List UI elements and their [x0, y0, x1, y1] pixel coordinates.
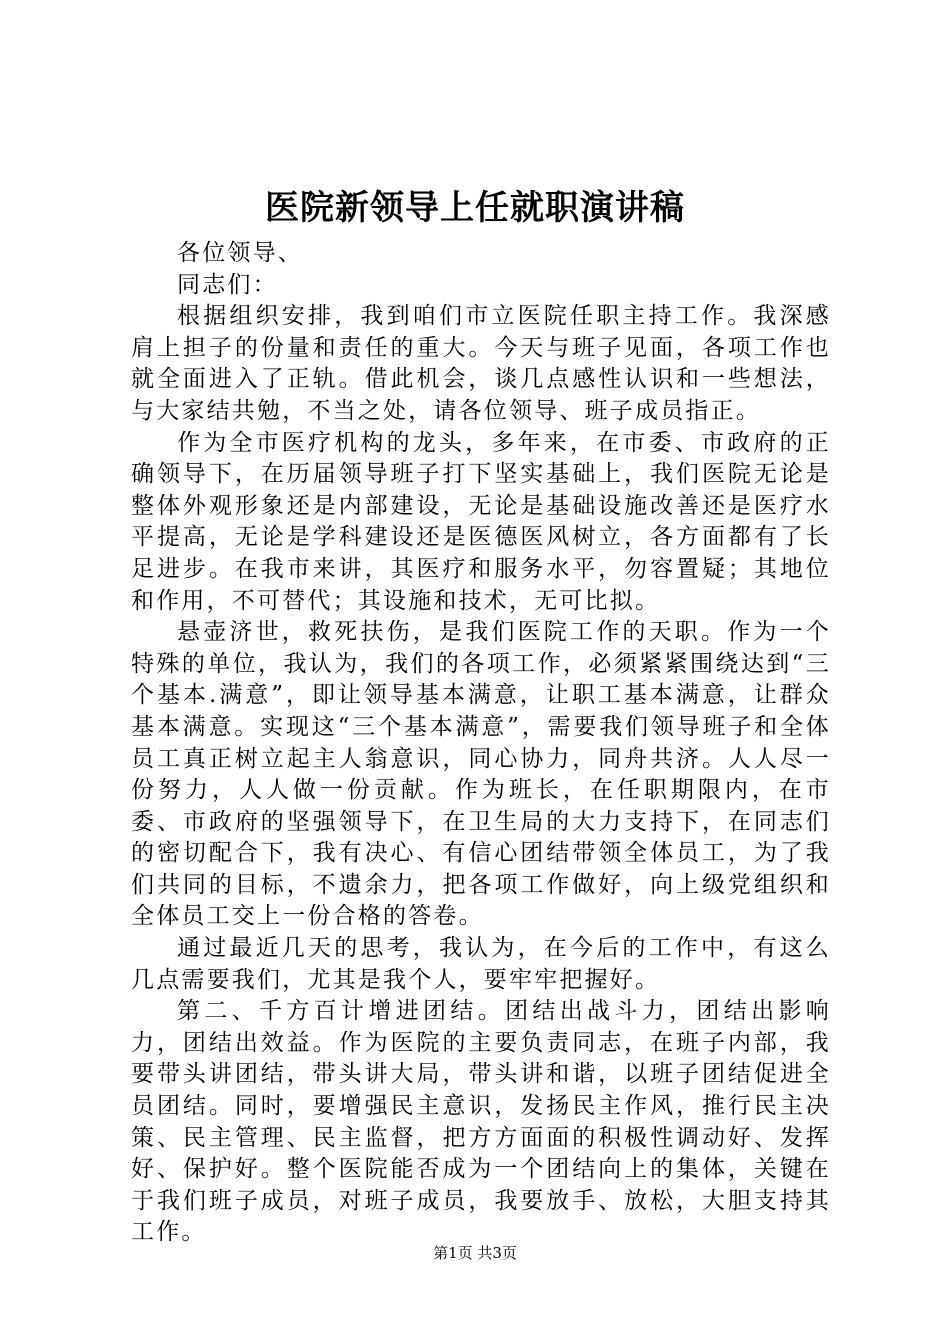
body-paragraph: 悬壶济世，救死扶伤，是我们医院工作的天职。作为一个特殊的单位，我认为，我们的各项工作，必须紧紧围绕达到“三个基本.满意”，即让领导基本满意，让职工基本满意，让群众基本满意。实现这“三个基本满意”，需要我们领导班子和全体员工真正树立起主人翁意识，同心协力，同舟共济。人人尽一份努力，人人做一份贡献。作为班长，在任职期限内，在市委、市政府的坚强领导下，在卫生局的大力支持下，在同志们的密切配合下，我有决心、有信心团结带领全体员工，为了我们共同的目标，不遗余力，把各项工作做好，向上级党组织和全体员工交上一份合格的答卷。: [131, 619, 831, 930]
page-number-footer: 第1页 共3页: [433, 1244, 517, 1262]
body-paragraph: 通过最近几天的思考，我认为，在今后的工作中，有这么几点需要我们，尤其是我个人，要牢牢把握好。: [131, 935, 831, 993]
salutation-line: 同志们：: [177, 271, 278, 298]
salutation-line: 各位领导、: [177, 240, 303, 266]
document-body: [131, 238, 831, 1249]
body-paragraph: 根据组织安排，我到咱们市立医院任职主持工作。我深感肩上担子的份量和责任的重大。今天与班子见面，各项工作也就全面进入了正轨。借此机会，谈几点感性认识和一些想法，与大家结共勉，不当之处，请各位领导、班子成员指正。: [131, 303, 831, 424]
document-title: 医院新领导上任就职演讲稿: [265, 188, 685, 228]
body-paragraph: 作为全市医疗机构的龙头，多年来，在市委、市政府的正确领导下，在历届领导班子打下坚实基础上，我们医院无论是整体外观形象还是内部建设，无论是基础设施改善还是医疗水平提高，无论是学科建设还是医德医风树立，各方面都有了长足进步。在我市来讲，其医疗和服务水平，勿容置疑；其地位和作用，不可替代；其设施和技术，无可比拟。: [131, 429, 831, 614]
body-paragraph: 第二、千方百计增进团结。团结出战斗力，团结出影响力，团结出效益。作为医院的主要负责同志，在班子内部，我要带头讲团结，带头讲大局，带头讲和谐，以班子团结促进全员团结。同时，要增强民主意识，发扬民主作风，推行民主决策、民主管理、民主监督，把方方面面的积极性调动好、发挥好、保护好。整个医院能否成为一个团结向上的集体，关键在于我们班子成员，对班子成员，我要放手、放松，大胆支持其工作。: [131, 998, 831, 1246]
